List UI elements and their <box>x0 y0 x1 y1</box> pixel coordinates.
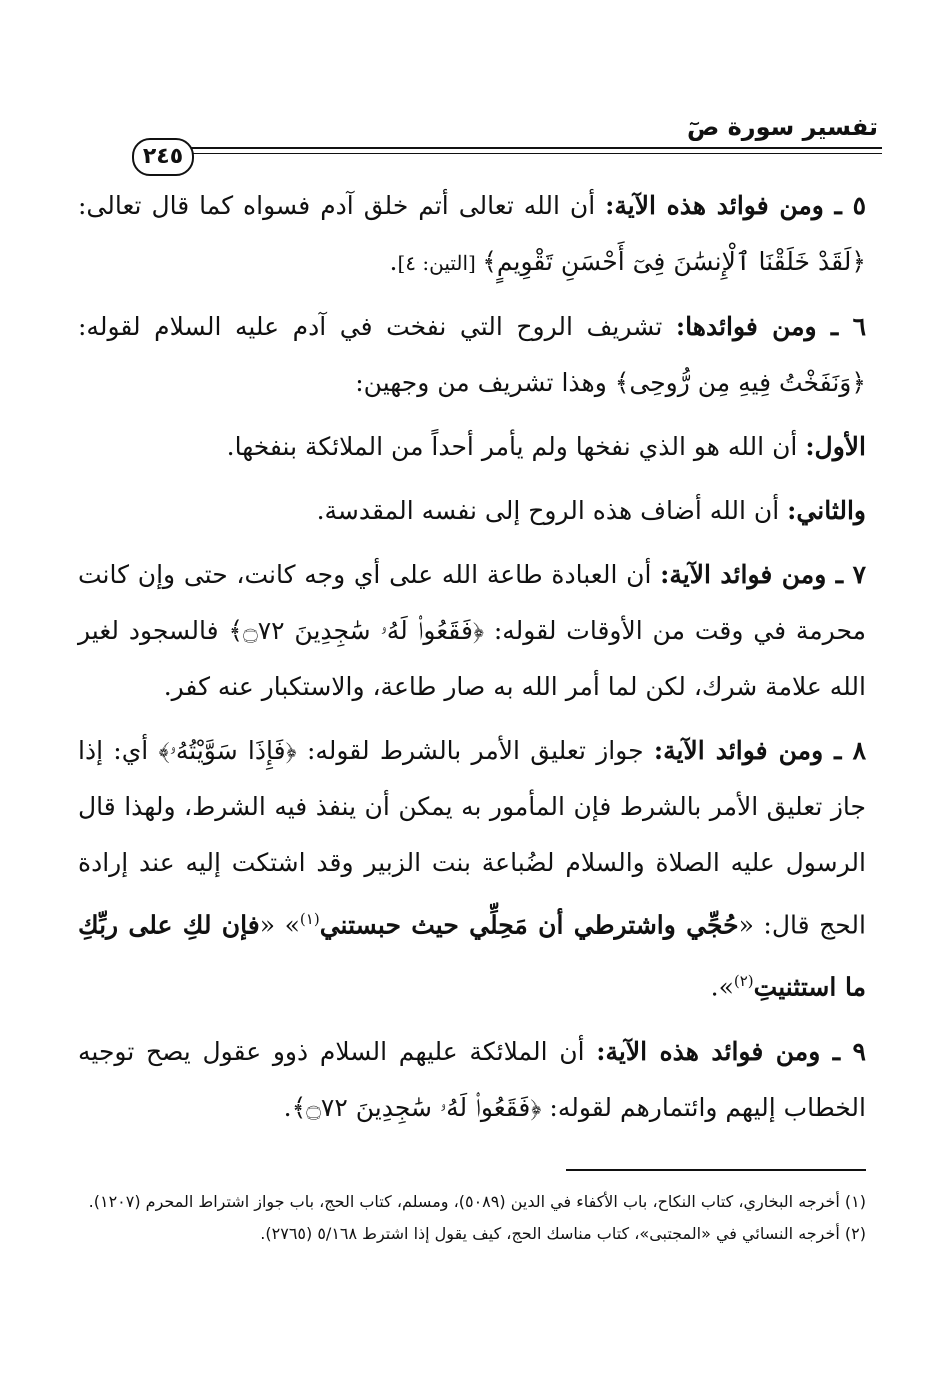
paragraph-text: تشريف الروح التي نفخت في آدم عليه السلام لقوله: <box>78 312 676 341</box>
hadith-quote: فإن لكِ على ربِّكِ ما استثنيتِ <box>78 910 866 1002</box>
quran-verse: ﴿فَقَعُوا۟ لَهُۥ سَٰجِدِينَ ۝٧٢﴾ <box>291 1092 542 1122</box>
paragraph-lead: ٦ ـ ومن فوائدها: <box>675 312 866 341</box>
quote-separator: » « <box>259 910 300 940</box>
paragraph-benefit-7 <box>78 547 866 715</box>
paragraph-lead: ٩ ـ ومن فوائد هذه الآية: <box>596 1036 866 1066</box>
quran-verse: ﴿فَقَعُوا۟ لَهُۥ سَٰجِدِينَ ۝٧٢﴾ <box>228 616 484 645</box>
paragraph-lead: الأول: <box>805 432 866 461</box>
footnote-separator <box>566 1169 866 1171</box>
paragraph-text: أن الله أضاف هذه الروح إلى نفسه المقدسة. <box>316 496 788 525</box>
hadith-quote: حُجِّي واشترطي أن مَحِلِّي حيث حبستني <box>319 910 739 940</box>
footnote-marker: (١) <box>299 910 320 928</box>
paragraph-lead: والثاني: <box>787 496 866 525</box>
paragraph-lead: ٨ ـ ومن فوائد الآية: <box>653 736 866 765</box>
verse-reference: [التين: ٤] <box>397 251 483 275</box>
paragraph-lead: ٥ ـ ومن فوائد هذه الآية: <box>605 191 866 220</box>
quran-verse: ﴿وَنَفَخْتُ فِيهِ مِن رُّوحِى﴾ <box>614 368 866 397</box>
paragraph-tail: أي: إذا جاز تعليق الأمر بالشرط فإن المأمور به يمكن أن ينفذ فيه الشرط، ولهذا قال الرسول عليه الصلاة والسلام لضُباعة بنت الزبير وقد اشتكت إليه عند إرادة الحج قال: « <box>78 736 867 940</box>
paragraph-tail: فالسجود لغير الله علامة شرك، لكن لما أمر الله به صار طاعة، والاستكبار عنه كفر. <box>78 616 866 701</box>
paragraph-benefit-9 <box>78 1024 866 1136</box>
footnote-2: (٢) أخرجه النسائي في «المجتبى»، كتاب مناسك الحج، كيف يقول إذا اشترط ٥/١٦٨ (٢٧٦٥). <box>260 1224 866 1243</box>
quran-verse: ﴿لَقَدْ خَلَقْنَا ٱلْإِنسَٰنَ فِىٓ أَحْسَنِ تَقْوِيمٍ﴾ <box>482 247 866 276</box>
paragraph-text: أن العبادة طاعة الله على أي وجه كانت، حتى وإن كانت محرمة في وقت من الأوقات لقوله: <box>78 560 866 645</box>
paragraph-text: أن الله تعالى أتم خلق آدم فسواه كما قال تعالى: <box>78 191 606 220</box>
paragraph-tail: . <box>389 247 398 276</box>
paragraph-benefit-8 <box>78 723 866 1016</box>
paragraph-end: ». <box>710 972 734 1002</box>
paragraph-tail: وهذا تشريف من وجهين: <box>355 368 615 397</box>
header-rule <box>186 147 882 149</box>
footnote-1: (١) أخرجه البخاري، كتاب النكاح، باب الأكفاء في الدين (٥٠٨٩)، ومسلم، كتاب الحج، باب جواز اشتراط المحرم (١٢٠٧). <box>88 1192 866 1211</box>
paragraph-tail: . <box>283 1092 292 1122</box>
body-text <box>78 178 866 1144</box>
footnote-marker: (٢) <box>733 972 754 991</box>
paragraph-text: جواز تعليق الأمر بالشرط لقوله: <box>296 736 654 765</box>
paragraph-benefit-5 <box>78 178 866 291</box>
paragraph-first-aspect <box>78 419 866 475</box>
paragraph-lead: ٧ ـ ومن فوائد الآية: <box>660 560 866 589</box>
quran-verse: ﴿فَإِذَا سَوَّيْتُهُۥ﴾ <box>158 736 297 765</box>
running-title: تفسير سورة صٓ <box>686 113 878 141</box>
footnotes <box>78 1186 866 1250</box>
page-number: ٢٤٥ <box>132 138 194 176</box>
paragraph-text: أن الملائكة عليهم السلام ذوو عقول يصح توجيه الخطاب إليهم وائتمارهم لقوله: <box>78 1036 866 1122</box>
paragraph-benefit-6 <box>78 299 866 411</box>
paragraph-text: أن الله هو الذي نفخها ولم يأمر أحداً من الملائكة بنفخها. <box>226 432 806 461</box>
paragraph-second-aspect <box>78 483 866 539</box>
